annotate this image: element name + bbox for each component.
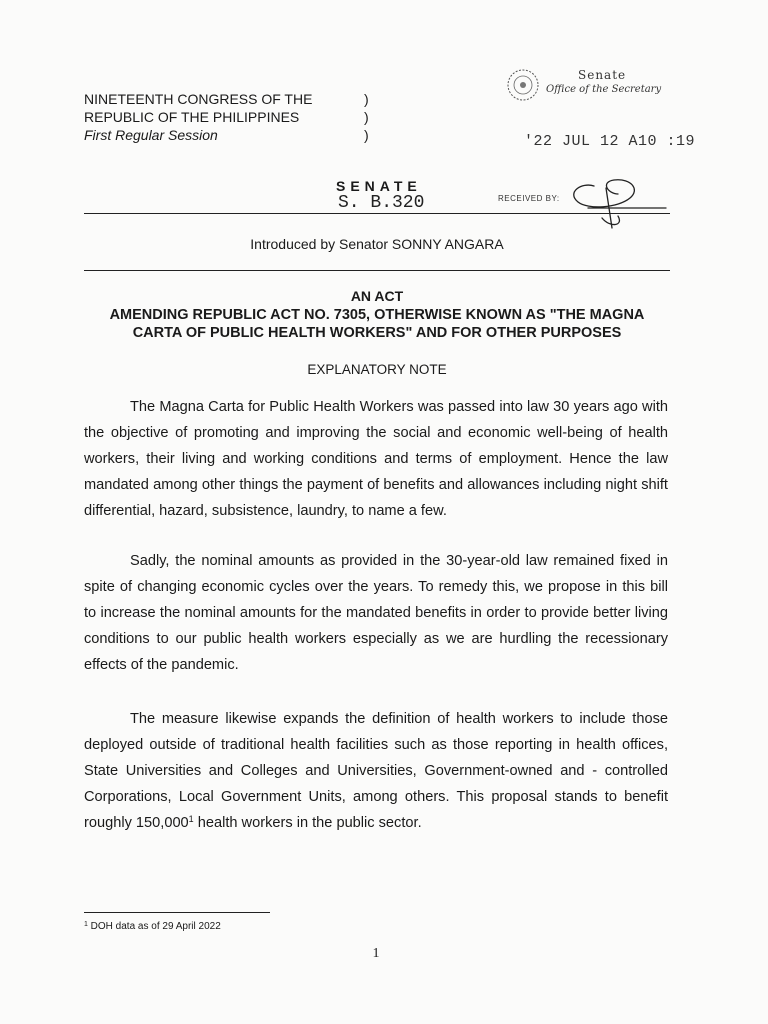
congress-line-2: REPUBLIC OF THE PHILIPPINES [84,109,300,125]
stamp-office-text: Office of the Secretary [546,84,662,95]
paragraph-3-tail: health workers in the public sector. [193,815,422,831]
act-title-line-1: AMENDING REPUBLIC ACT NO. 7305, OTHERWISE KNOWN AS "THE MAGNA [109,307,645,323]
handwritten-signature [548,168,668,238]
stamp-date: '22 JUL 12 A10 :19 [524,133,696,150]
stamp-senate-text: Senate [578,68,627,82]
paren-3: ) [364,127,369,143]
congress-heading [84,90,312,144]
senate-label: SENATE [336,178,422,194]
title-rule [84,270,670,271]
footnote-ref: 1 [188,814,194,824]
an-act-label: AN ACT [350,288,404,304]
explanatory-note-heading: EXPLANATORY NOTE [307,362,447,377]
act-title [84,306,670,342]
paragraph-2-text: Sadly, the nominal amounts as provided in the 30-year-old law remained fixed in spite of changing economic cycles over the years. To remedy this, we propose in this bill to increase the nominal amounts for the mandated benefits in order to provide better living conditions to our public health workers especially as we are hurdling the recessionary effects of the pandemic. [84,553,668,673]
paren-2: ) [364,109,369,125]
footnote-rule [84,912,270,913]
session-line: First Regular Session [84,127,218,143]
act-title-line-2: CARTA OF PUBLIC HEALTH WORKERS" AND FOR OTHER PURPOSES [132,325,622,341]
header-rule [84,213,670,214]
received-by-label: RECEIVED BY: [498,194,560,203]
page-number: 1 [372,946,380,961]
paragraph-3-text: The measure likewise expands the definition of health workers to include those deployed outside of traditional health facilities such as those reporting in health offices, State Universities and Colleges and Universities, Government-owned and - controlled Corporations, Local Government Units, among others. This proposal stands to benefit roughly 150,000 [84,711,668,831]
footnote-marker: 1 [84,921,88,928]
bill-number: S. B.320 [338,193,425,213]
heading-parens [364,90,369,144]
senate-seal-icon [506,68,540,102]
congress-line-1: NINETEENTH CONGRESS OF THE [84,91,313,107]
paragraph-2 [84,548,668,678]
introduced-by: Introduced by Senator SONNY ANGARA [250,236,504,252]
footnote-text: DOH data as of 29 April 2022 [87,921,221,932]
footnote [84,921,221,932]
paren-1: ) [364,91,369,107]
paragraph-1-text: The Magna Carta for Public Health Workers was passed into law 30 years ago with the objective of promoting and improving the social and economic well-being of health workers, their living and working conditions and terms of employment. Hence the law mandated among other things the payment of benefits and allowances including night shift differential, hazard, subsistence, laundry, to name a few. [84,399,668,519]
paragraph-3 [84,706,668,836]
paragraph-1 [84,394,668,524]
senate-receiving-stamp [506,68,676,104]
